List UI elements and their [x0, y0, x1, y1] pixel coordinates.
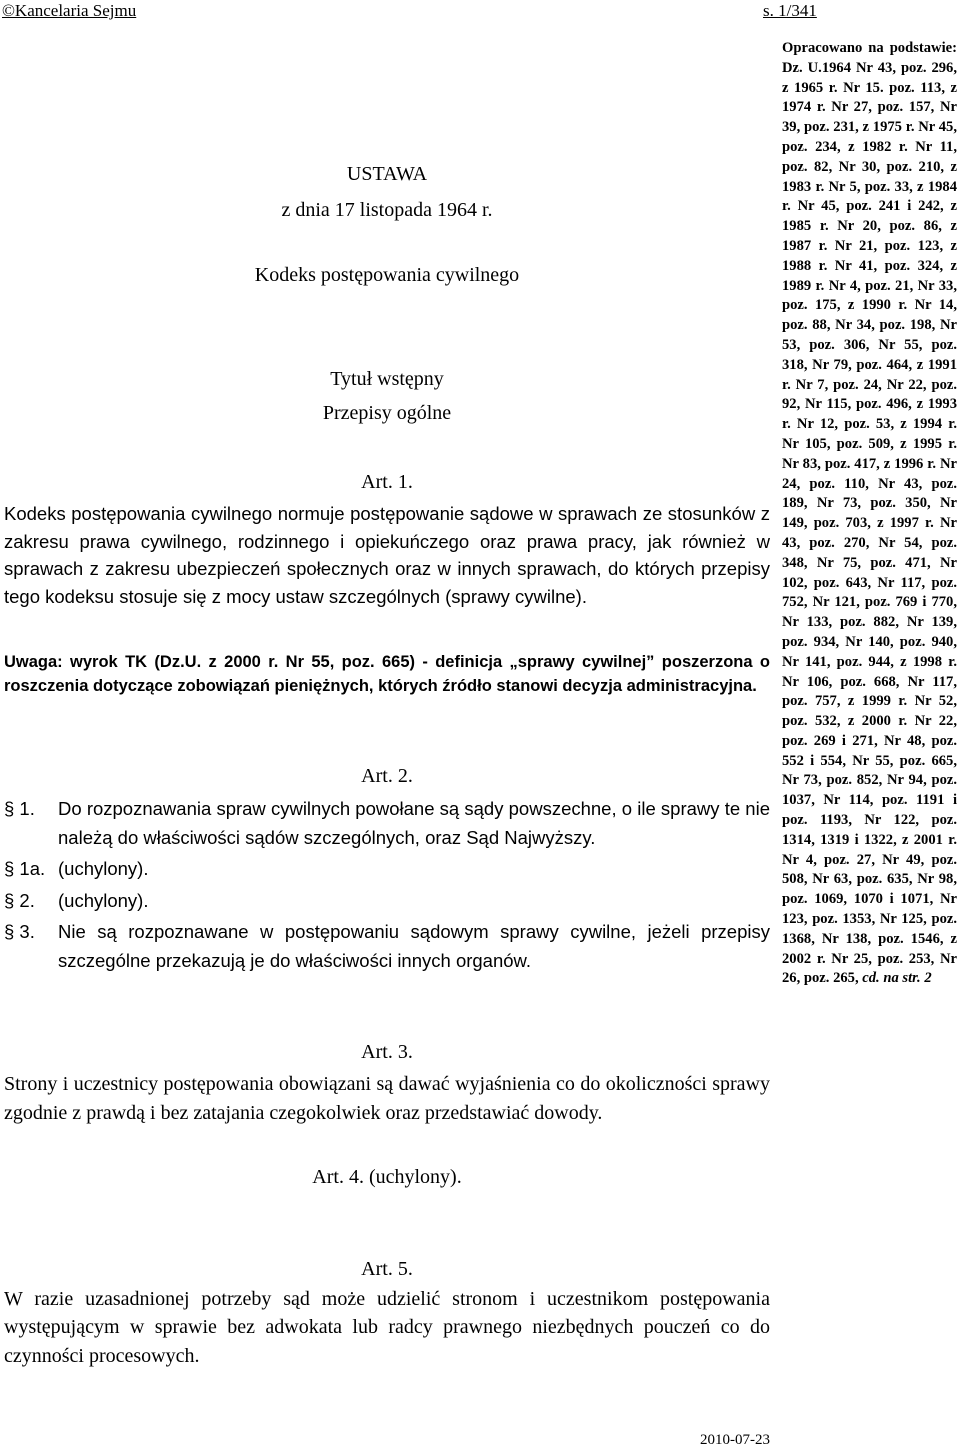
art2-paragraph-3-text: Nie są rozpoznawane w postępowaniu sądowym sprawy cywilne, jeżeli przepisy szczególne przekazują je do właściwości innych organów.	[58, 921, 770, 971]
part-title: Tytuł wstępny	[330, 368, 444, 390]
art2-items	[4, 795, 770, 975]
art3-text: Strony i uczestnicy postępowania obowiązani są dawać wyjaśnienia co do okoliczności sprawy zgodnie z prawdą i bez zatajania czegokolwiek oraz przedstawiać dowody.	[4, 1073, 770, 1124]
art2-paragraph-2-number: § 2.	[4, 889, 35, 911]
header-copyright: ©Kancelaria Sejmu	[2, 1, 137, 20]
art2-paragraph-3	[4, 918, 770, 975]
source-sidebar-text: Opracowano na podstawie: Dz. U.1964 Nr 43, poz. 296, z 1965 r. Nr 15. poz. 113, z 1974 r. Nr 27, poz. 157, Nr 39, poz. 231, z 1975 r. Nr 45, poz. 234, z 1982 r. Nr 11, poz. 82, Nr 30, poz. 210, z 1983 r. Nr 5, poz. 33, z 1984 r. Nr 45, poz. 241 i 242, z 1985 r. Nr 20, poz. 86, z 1987 r. Nr 21, poz. 123, z 1988 r. Nr 41, poz. 324, z 1989 r. Nr 4, poz. 21, Nr 33, poz. 175, z 1990 r. Nr 14, poz. 88, Nr 34, poz. 198, Nr 53, poz. 306, Nr 55, poz. 318, Nr 79, poz. 464, z 1991 r. Nr 7, poz. 24, Nr 22, poz. 92, Nr 115, poz. 496, z 1993 r. Nr 12, poz. 53, z 1994 r. Nr 105, poz. 509, z 1995 r. Nr 83, poz. 417, z 1996 r. Nr 24, poz. 110, Nr 43, poz. 189, Nr 73, poz. 350, Nr 149, poz. 703, z 1997 r. Nr 43, poz. 270, Nr 54, poz. 348, Nr 75, poz. 471, Nr 102, poz. 643, Nr 117, poz. 752, Nr 121, poz. 769 i 770, Nr 133, poz. 882, Nr 139, poz. 934, Nr 140, poz. 940, Nr 141, poz. 944, z 1998 r. Nr 106, poz. 668, Nr 117, poz. 757, z 1999 r. Nr 52, poz. 532, z 2000 r. Nr 22, poz. 269 i 271, Nr 48, poz. 552 i 554, Nr 55, poz. 665, Nr 73, poz. 852, Nr 94, poz. 1037, Nr 114, poz. 1191 i poz. 1193, Nr 122, poz. 1314, 1319 i 1322, z 2001 r. Nr 4, poz. 27, Nr 49, poz. 508, Nr 63, poz. 635, Nr 98, poz. 1069, 1070 i 1071, Nr 123, poz. 1353, Nr 125, poz. 1368, Nr 138, poz. 1546, z 2002 r. Nr 25, poz. 253, Nr 26, poz. 265,	[782, 40, 957, 987]
art1-note: Uwaga: wyrok TK (Dz.U. z 2000 r. Nr 55, poz. 665) - definicja „sprawy cywilnej” poszerzona o roszczenia dotyczące zobowiązań pieniężnych, których źródło stanowi decyzja administracyjna.	[4, 653, 770, 695]
art4-status: (uchylony).	[368, 1166, 462, 1188]
art2-paragraph-2-text: (uchylony).	[58, 889, 149, 911]
continued-note: cd. na str. 2	[862, 970, 932, 987]
art3-heading: Art. 3.	[361, 1041, 413, 1063]
act-date: z dnia 17 listopada 1964 r.	[281, 199, 493, 221]
art2-paragraph-1a-number: § 1a.	[4, 858, 46, 879]
art5-heading: Art. 5.	[361, 1258, 413, 1280]
art2-paragraph-1a-text: (uchylony).	[58, 858, 149, 879]
footer-date: 2010-07-23	[700, 1432, 770, 1448]
art1-heading: Art. 1.	[361, 471, 413, 493]
art1-text: Kodeks postępowania cywilnego normuje postępowanie sądowe w sprawach ze stosunków z zakresu prawa cywilnego, rodzinnego i opiekuńczego oraz prawa pracy, jak również w sprawach z zakresu ubezpieczeń społecznych oraz w innych sprawach, do których przepisy tego kodeksu stosuje się z mocy ustaw szczególnych (sprawy cywilne).	[4, 503, 770, 607]
act-title: USTAWA	[346, 163, 428, 185]
art4-line	[4, 1164, 770, 1190]
part-subtitle: Przepisy ogólne	[322, 402, 452, 424]
act-name: Kodeks postępowania cywilnego	[254, 264, 520, 286]
header-page-number: s. 1/341	[763, 1, 817, 20]
art2-paragraph-1	[4, 795, 770, 852]
source-sidebar	[782, 39, 957, 989]
art4-heading: Art. 4.	[312, 1166, 364, 1188]
art2-paragraph-3-number: § 3.	[4, 921, 35, 942]
art5-text: W razie uzasadnionej potrzeby sąd może udzielić stronom i uczestnikom postępowania występującym w sprawie bez adwokata lub radcy prawnego niezbędnych pouczeń co do czynności procesowych.	[4, 1288, 770, 1367]
art2-paragraph-1-text: Do rozpoznawania spraw cywilnych powołane są sądy powszechne, o ile sprawy te nie należą do właściwości sądów szczególnych, oraz Sąd Najwyższy.	[58, 798, 770, 848]
art2-paragraph-2	[4, 887, 770, 916]
art2-paragraph-1-number: § 1.	[4, 798, 35, 819]
art2-paragraph-1a	[4, 855, 770, 884]
art2-heading: Art. 2.	[361, 765, 413, 787]
